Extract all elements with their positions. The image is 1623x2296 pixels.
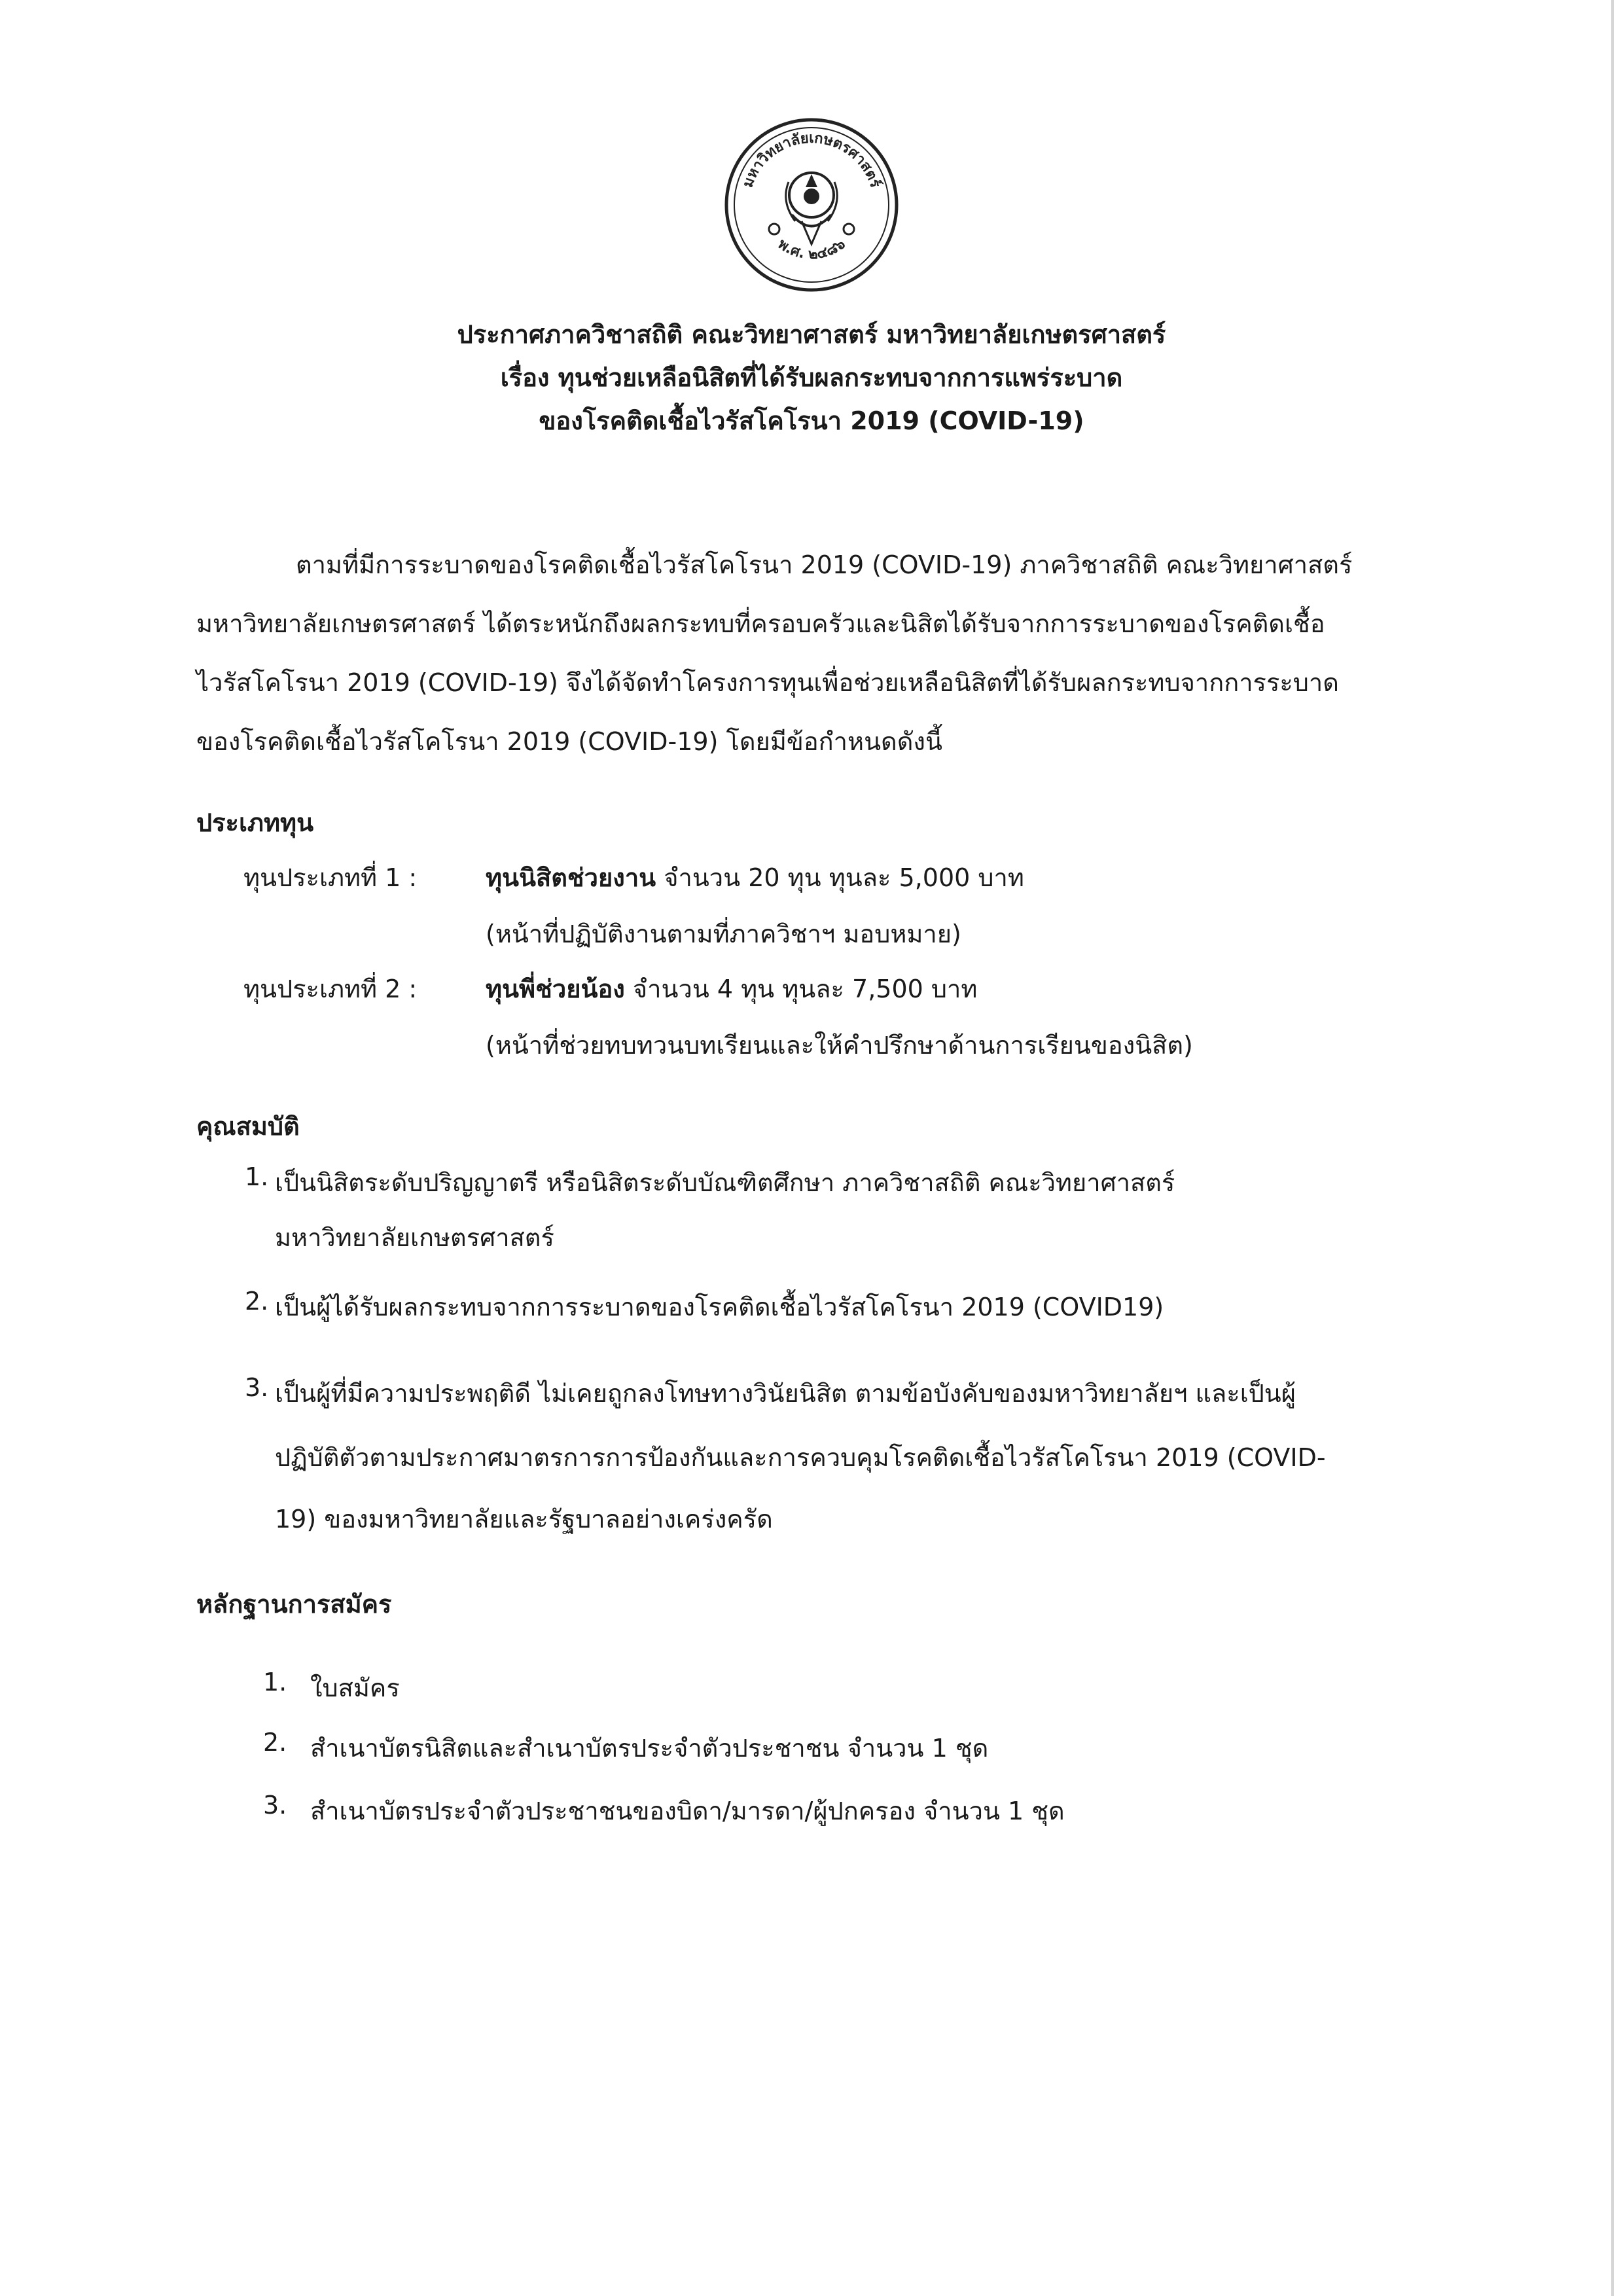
qualification-line: เป็นผู้ที่มีความประพฤติดี ไม่เคยถูกลงโทษทางวินัยนิสิต ตามข้อบังคับของมหาวิทยาลัยฯ และเป็นผู้: [275, 1379, 1296, 1408]
seal-ring-text: มหาวิทยาลัยเกษตรศาสตร์: [740, 130, 883, 190]
evidence-heading: หลักฐานการสมัคร: [196, 1590, 392, 1619]
grant-type-row: [243, 857, 1024, 897]
qualification-line: เป็นผู้ได้รับผลกระทบจากการระบาดของโรคติดเชื้อไวรัสโคโรนา 2019 (COVID19): [275, 1293, 1164, 1321]
qualification-line: มหาวิทยาลัยเกษตรศาสตร์: [275, 1223, 554, 1252]
evidence-number: 1.: [263, 1668, 287, 1696]
title-line: ของโรคติดเชื้อไวรัสโคโรนา 2019 (COVID-19): [539, 406, 1084, 435]
university-seal-icon: [723, 117, 900, 293]
qualification-line: ปฏิบัติตัวตามประกาศมาตรการการป้องกันและการควบคุมโรคติดเชื้อไวรัสโคโรนา 2019 (COVID-: [275, 1443, 1326, 1472]
intro-paragraph: [196, 535, 1427, 771]
qualification-number: 1.: [245, 1162, 269, 1191]
announcement-title: [0, 313, 1623, 442]
grant-type-note: (หน้าที่ปฏิบัติงานตามที่ภาควิชาฯ มอบหมาย): [486, 920, 961, 948]
qualifications-heading: คุณสมบัติ: [196, 1112, 300, 1141]
evidence-item: สำเนาบัตรนิสิตและสำเนาบัตรประจำตัวประชาชน จำนวน 1 ชุด: [310, 1734, 989, 1763]
grant-type-row: [243, 969, 977, 1009]
evidence-number: 3.: [263, 1791, 287, 1820]
title-line: ประกาศภาควิชาสถิติ คณะวิทยาศาสตร์ มหาวิทยาลัยเกษตรศาสตร์: [457, 320, 1166, 349]
evidence-item: สำเนาบัตรประจำตัวประชาชนของบิดา/มารดา/ผู้ปกครอง จำนวน 1 ชุด: [310, 1797, 1065, 1825]
svg-text:พ.ศ. ๒๔๘๖: [775, 236, 849, 262]
grant-type-detail: จำนวน 4 ทุน ทุนละ 7,500 บาท: [624, 975, 978, 1003]
title-line: เรื่อง ทุนช่วยเหลือนิสิตที่ได้รับผลกระทบจากการแพร่ระบาด: [500, 363, 1123, 392]
qualification-line: 19) ของมหาวิทยาลัยและรัฐบาลอย่างเคร่งครัด: [275, 1505, 773, 1534]
qualification-line: เป็นนิสิตระดับปริญญาตรี หรือนิสิตระดับบัณฑิตศึกษา ภาควิชาสถิติ คณะวิทยาศาสตร์: [275, 1168, 1175, 1197]
paragraph-line: ของโรคติดเชื้อไวรัสโคโรนา 2019 (COVID-19) โดยมีข้อกำหนดดังนี้: [196, 727, 942, 756]
seal-year-text: พ.ศ. ๒๔๘๖: [774, 236, 849, 263]
paragraph-line: ตามที่มีการระบาดของโรคติดเชื้อไวรัสโคโรนา 2019 (COVID-19) ภาควิชาสถิติ คณะวิทยาศาสตร์: [296, 550, 1353, 579]
grant-type-name: ทุนนิสิตช่วยงาน: [486, 863, 656, 892]
paragraph-line: ไวรัสโคโรนา 2019 (COVID-19) จึงได้จัดทำโครงการทุนเพื่อช่วยเหลือนิสิตที่ได้รับผลกระทบจากการระบาด: [196, 668, 1339, 697]
evidence-item: ใบสมัคร: [310, 1674, 400, 1702]
grant-type-detail: จำนวน 20 ทุน ทุนละ 5,000 บาท: [656, 863, 1024, 892]
grant-type-label: ทุนประเภทที่ 1 :: [243, 863, 418, 892]
paragraph-line: มหาวิทยาลัยเกษตรศาสตร์ ได้ตระหนักถึงผลกระทบที่ครอบครัวและนิสิตได้รับจากการระบาดของโรคติดเชื้อ: [196, 609, 1325, 638]
grant-type-note: (หน้าที่ช่วยทบทวนบทเรียนและให้คำปรึกษาด้านการเรียนของนิสิต): [486, 1031, 1193, 1060]
qualification-number: 3.: [245, 1373, 269, 1402]
grant-type-label: ทุนประเภทที่ 2 :: [243, 975, 418, 1003]
evidence-number: 2.: [263, 1728, 287, 1757]
grant-types-heading: ประเภททุน: [196, 808, 314, 837]
qualification-number: 2.: [245, 1287, 269, 1316]
grant-type-name: ทุนพี่ช่วยน้อง: [486, 975, 625, 1003]
